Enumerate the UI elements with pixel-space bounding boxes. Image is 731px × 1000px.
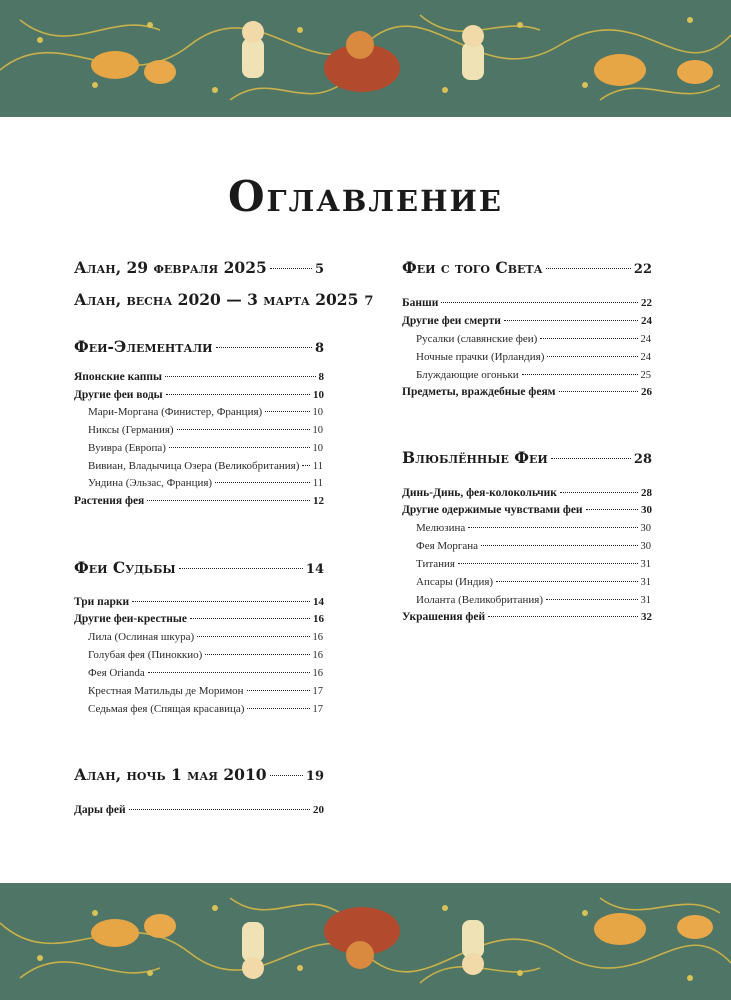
leader-dots: [205, 654, 309, 655]
toc-subentry[interactable]: Лила (Ослиная шкура) 16: [88, 631, 323, 643]
leader-dots: [270, 775, 303, 776]
leader-dots: [441, 302, 638, 303]
leader-dots: [265, 411, 309, 412]
toc-chapter[interactable]: Феи Судьбы 14: [74, 558, 324, 577]
toc-subentry[interactable]: Крестная Матильды де Моримон 17: [88, 685, 323, 697]
toc-section[interactable]: Предметы, враждебные феям 26: [402, 386, 652, 398]
toc-subentry[interactable]: Седьмая фея (Спящая красавица) 17: [88, 703, 323, 715]
leader-dots: [522, 374, 638, 375]
leader-dots: [547, 356, 637, 357]
leader-dots: [496, 581, 637, 582]
toc-subentry[interactable]: Фея Orianda 16: [88, 667, 323, 679]
leader-dots: [169, 447, 310, 448]
toc-subentry[interactable]: Ундина (Эльзас, Франция) 11: [88, 477, 323, 489]
leader-dots: [546, 599, 638, 600]
toc-section[interactable]: Растения фея 12: [74, 495, 324, 507]
leader-dots: [468, 527, 637, 528]
leader-dots: [148, 672, 310, 673]
toc-subentry[interactable]: Голубая фея (Пиноккио) 16: [88, 649, 323, 661]
toc-subentry[interactable]: Ночные прачки (Ирландия) 24: [416, 351, 651, 363]
leader-dots: [559, 391, 639, 392]
leader-dots: [132, 601, 310, 602]
toc-subentry[interactable]: Никсы (Германия) 10: [88, 424, 323, 436]
toc-subentry[interactable]: Русалки (славянские феи) 24: [416, 333, 651, 345]
leader-dots: [147, 500, 310, 501]
leader-dots: [551, 458, 631, 459]
leader-dots: [504, 320, 638, 321]
toc-subentry[interactable]: Вуивра (Европа) 10: [88, 442, 323, 454]
toc-subentry[interactable]: Блуждающие огоньки 25: [416, 369, 651, 381]
leader-dots: [488, 616, 638, 617]
toc-section[interactable]: Другие феи воды 10: [74, 389, 324, 401]
leader-dots: [481, 545, 637, 546]
toc-subentry[interactable]: Титания 31: [416, 558, 651, 570]
toc-subentry[interactable]: Апсары (Индия) 31: [416, 576, 651, 588]
leader-dots: [247, 690, 310, 691]
toc-entry[interactable]: Алан, весна 2020 — 3 марта 2025 7: [74, 290, 374, 309]
toc-section[interactable]: Другие одержимые чувствами феи 30: [402, 504, 652, 516]
leader-dots: [540, 338, 637, 339]
leader-dots: [165, 376, 316, 377]
leader-dots: [215, 482, 310, 483]
top-decorative-band: [0, 0, 731, 117]
toc-section[interactable]: Другие феи-крестные 16: [74, 613, 324, 625]
leader-dots: [302, 465, 310, 466]
toc-section[interactable]: Японские каппы 8: [74, 371, 324, 383]
toc-section[interactable]: Украшения фей 32: [402, 611, 652, 623]
toc-subentry[interactable]: Вивиан, Владычица Озера (Великобритания) 11: [88, 460, 323, 472]
leader-dots: [546, 268, 631, 269]
page-title: Оглавление: [227, 172, 504, 221]
leader-dots: [458, 563, 638, 564]
leader-dots: [270, 268, 312, 269]
leader-dots: [216, 347, 312, 348]
toc-section[interactable]: Дары фей 20: [74, 804, 324, 816]
toc-section[interactable]: Другие феи смерти 24: [402, 315, 652, 327]
toc-entry[interactable]: Алан, ночь 1 мая 2010 19: [74, 765, 324, 784]
toc-entry[interactable]: Алан, 29 февраля 2025 5: [74, 258, 324, 277]
leader-dots: [560, 492, 638, 493]
toc-section[interactable]: Три парки 14: [74, 596, 324, 608]
toc-subentry[interactable]: Иоланта (Великобритания) 31: [416, 594, 651, 606]
toc-section[interactable]: Банши 22: [402, 297, 652, 309]
bottom-decorative-band: [0, 883, 731, 1000]
toc-subentry[interactable]: Мелюзина 30: [416, 522, 651, 534]
leader-dots: [179, 568, 303, 569]
toc-chapter[interactable]: Феи-Элементали 8: [74, 337, 324, 356]
leader-dots: [190, 618, 310, 619]
toc-subentry[interactable]: Мари-Моргана (Финистер, Франция) 10: [88, 406, 323, 418]
leader-dots: [177, 429, 310, 430]
leader-dots: [129, 809, 310, 810]
leader-dots: [166, 394, 310, 395]
leader-dots: [197, 636, 309, 637]
leader-dots: [586, 509, 638, 510]
leader-dots: [247, 708, 309, 709]
toc-chapter[interactable]: Феи с того Света 22: [402, 258, 652, 277]
fairy-vine-border-icon: [0, 0, 731, 117]
toc-section[interactable]: Динь-Динь, фея-колокольчик 28: [402, 487, 652, 499]
fairy-vine-border-icon: [0, 883, 731, 1000]
toc-subentry[interactable]: Фея Моргана 30: [416, 540, 651, 552]
toc-chapter[interactable]: Влюблённые Феи 28: [402, 448, 652, 467]
